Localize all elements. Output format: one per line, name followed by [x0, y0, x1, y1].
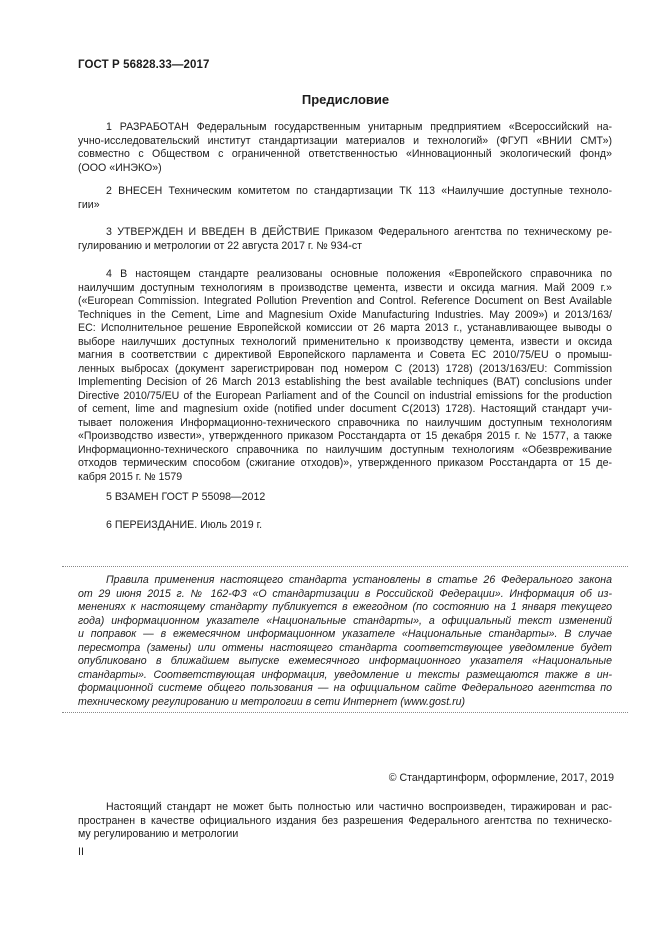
text-line: кабря 2015 г. № 1579: [78, 470, 183, 483]
paragraph-4: [78, 268, 612, 484]
text-line: гулированию и метрологии от 22 августа 2017 г. № 934-ст: [78, 239, 363, 252]
text-line: отходов термическим способом (сжигание отходов)», утвержденного приказом Росстандарта от 15 де-: [78, 457, 612, 469]
text-line: стандарты». Соответствующая информация, уведомление и тексты размещаются также в ин-: [78, 668, 612, 681]
paragraph-1: [78, 121, 612, 175]
text-line: тывает положения Информационно-технического справочника по наилучшим доступным технологиям: [78, 416, 612, 429]
text-line: (ООО «ИНЭКО»): [78, 161, 162, 174]
text-line: выборе наилучших доступных технологий применительно к производству цемента, извести и оксида: [78, 335, 612, 348]
text-line: 3 УТВЕРЖДЕН И ВВЕДЕН В ДЕЙСТВИЕ Приказом Федерального агентства по техническому ре-: [106, 226, 612, 238]
standard-notice: [78, 574, 612, 709]
text-line: 5 ВЗАМЕН ГОСТ Р 55098—2012: [106, 491, 266, 503]
text-line: магния в соответствии с директивой Европейского парламента и Совета ЕС 2010/75/EU о промыш-: [78, 349, 612, 361]
text-line: Настоящий стандарт не может быть полностью или частично воспроизведен, тиражирован и рас-: [106, 801, 612, 813]
paragraph-6: [78, 519, 612, 533]
text-line: формационной системе общего пользования — на официальном сайте Федерального агентства по: [78, 682, 612, 694]
text-line: менениях к настоящему стандарту публикуется в ежегодном (по состоянию на 1 января текущего: [78, 601, 612, 613]
paragraph-2: [78, 185, 612, 212]
text-line: учно-исследовательский институт стандартизации материалов и технологий» (ФГУП «ВНИИ СМТ»): [78, 134, 612, 147]
text-line: Информационно-технического справочника по наилучшим доступным технологиям «Обезвреживание: [78, 443, 612, 456]
text-line: пересмотра (замены) или отмены настоящего стандарта соответствующее уведомление будет: [78, 641, 612, 654]
copyright-line: © Стандартинформ, оформление, 2017, 2019: [388, 772, 614, 784]
paragraph-5: [78, 491, 612, 505]
text-line: Directive 2010/75/EU of the European Parliament and of the Council on industrial emissions for the production: [78, 389, 612, 402]
text-line: Techniques in the Cement, Lime and Magnesium Oxide Manufacturing Industries. May 2009») и 2013/163/: [78, 308, 612, 321]
text-line: му регулированию и метрологии: [78, 828, 239, 840]
text-line: «Производство извести», утвержденного приказом Росстандарта от 15 декабря 2015 г. № 1577, а также: [78, 430, 612, 442]
text-line: Правила применения настоящего стандарта установлены в статье 26 Федерального закона: [106, 574, 612, 586]
text-line: of cement, lime and magnesium oxide (notified under document C(2013) 1728). Настоящий стандарт учи-: [78, 403, 612, 415]
text-line: ленных выбросах (документ зарегистрирован под номером С (2013) 1728) (2013/163/EU: Commission: [78, 362, 612, 375]
reproduction-notice: [78, 801, 612, 842]
text-line: 2 ВНЕСЕН Техническим комитетом по стандартизации ТК 113 «Наилучшие доступные техноло-: [106, 185, 612, 197]
text-line: совместно с Обществом с ограниченной ответственностью «Инновационный экологический фонд»: [78, 148, 612, 160]
page-number: II: [78, 846, 84, 858]
text-line: наилучшим доступным технологиям в производстве цемента, извести и оксида магния. Май 2009 г.»: [78, 281, 612, 294]
text-line: техническому регулированию и метрологии в сети Интернет (www.gost.ru): [78, 695, 466, 708]
text-line: от 29 июня 2015 г. № 162-ФЗ «О стандартизации в Российской Федерации». Информация об из-: [78, 587, 612, 600]
text-line: 6 ПЕРЕИЗДАНИЕ. Июль 2019 г.: [106, 519, 263, 531]
text-line: Implementing Decision of 26 March 2013 establishing the best available techniques (BAT) conclusions under: [78, 376, 612, 388]
text-line: пространен в качестве официального издания без разрешения Федерального агентства по техническо-: [78, 814, 612, 827]
text-line: и поправок — в ежемесячном информационном указателе «Национальные стандарты». В случае: [78, 628, 612, 640]
text-line: 4 В настоящем стандарте реализованы основные положения «Европейского справочника по: [106, 268, 612, 280]
page-title: Предисловие: [301, 92, 390, 107]
text-line: гии»: [78, 198, 100, 211]
paragraph-3: [78, 226, 612, 253]
text-line: 1 РАЗРАБОТАН Федеральным государственным унитарным предприятием «Всероссийский на-: [106, 121, 612, 133]
text-line: года) информационном указателе «Национальные стандарты», а официальный текст изменений: [78, 614, 612, 627]
text-line: («European Commission. Integrated Pollution Prevention and Control. Reference Document on Best Available: [78, 295, 612, 307]
text-line: EC: Исполнительное решение Европейской комиссии от 26 марта 2013 г., устанавливающее выводы о: [78, 322, 612, 334]
document-header: ГОСТ Р 56828.33—2017: [78, 59, 210, 71]
text-line: опубликовано в ближайшем выпуске ежемесячного информационного указателя «Национальные: [78, 655, 612, 667]
